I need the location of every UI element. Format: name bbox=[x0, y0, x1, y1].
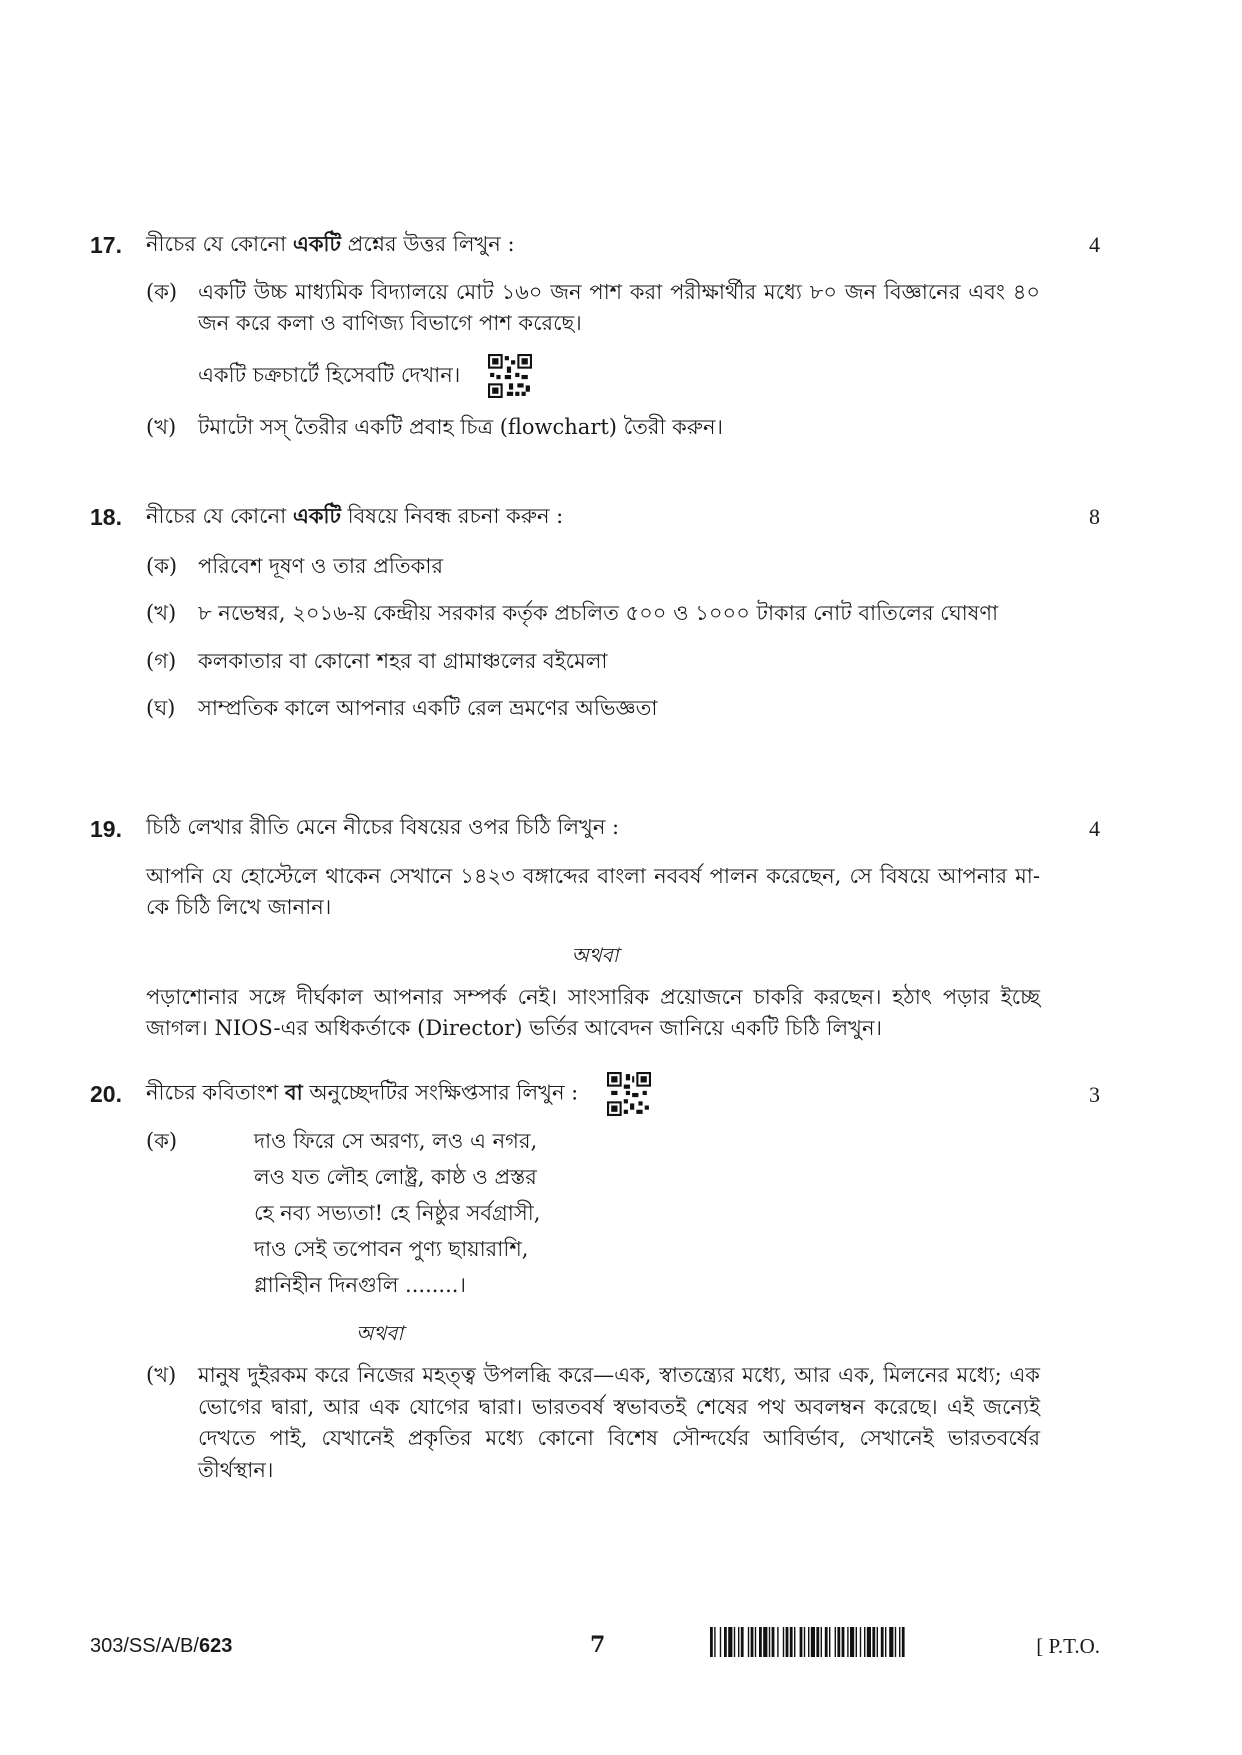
question-marks: 3 bbox=[1089, 1081, 1100, 1107]
question-heading: নীচের কবিতাংশ বা অনুচ্ছেদটির সংক্ষিপ্তসার লিখুন : bbox=[146, 1072, 1060, 1116]
page-number: 7 bbox=[590, 1632, 606, 1658]
poem-line: লও যত লৌহ লোষ্ট্র, কাষ্ঠ ও প্রস্তর bbox=[254, 1165, 537, 1189]
poem bbox=[254, 1126, 540, 1306]
option-ga: (গ) কলকাতার বা কোনো শহর বা গ্রামাঞ্চলের বইমেলা bbox=[146, 648, 608, 673]
question-19 bbox=[90, 812, 1100, 1045]
poem-line: দাও সেই তপোবন পুণ্য ছায়ারাশি, bbox=[254, 1237, 529, 1261]
option-kha: (খ) টমাটো সস্ তৈরীর একটি প্রবাহ চিত্র (flowchart) তৈরী করুন। bbox=[146, 414, 723, 439]
paper-code: 303/SS/A/B/623 bbox=[90, 1635, 233, 1657]
poem-line: দাও ফিরে সে অরণ্য, লও এ নগর, bbox=[254, 1129, 538, 1153]
qr-code-icon[interactable] bbox=[607, 1072, 651, 1116]
option-kha: (খ) ৮ নভেম্বর, ২০১৬-য় কেন্দ্রীয় সরকার কর্তৃক প্রচলিত ৫০০ ও ১০০০ টাকার নোট বাতিলের ঘোষণা bbox=[146, 601, 999, 625]
question-number: 20. bbox=[90, 1080, 122, 1107]
letter-topic-1: আপনি যে হোস্টেলে থাকেন সেখানে ১৪২৩ বঙ্গাব্দের বাংলা নববর্ষ পালন করেছেন, সে বিষয়ে আপনার মা-কে চিঠি লিখে জানান। bbox=[146, 863, 1040, 919]
or-separator: অথবা bbox=[571, 942, 619, 967]
qr-code-icon[interactable] bbox=[488, 354, 532, 398]
option-ka: (ক) একটি উচ্চ মাধ্যমিক বিদ্যালয়ে মোট ১৬০ জন পাশ করা পরীক্ষার্থীর মধ্যে ৮০ জন বিজ্ঞানের এবং ৪০ জন করে কলা ও বাণিজ্য বিভাগে পাশ করেছে। bbox=[146, 279, 1040, 335]
question-marks: 8 bbox=[1089, 504, 1100, 529]
question-heading: চিঠি লেখার রীতি মেনে নীচের বিষয়ের ওপর চিঠি লিখুন : bbox=[146, 815, 620, 839]
option-kha: (খ) মানুষ দুইরকম করে নিজের মহত্ত্ব উপলব্ধি করে—এক, স্বাতন্ত্র্যের মধ্যে, আর এক, মিলনের মধ্যে; এক ভোগের দ্বারা, আর এক যোগের দ্বারা। ভারতবর্ষ স্বভাবতই শেষের পথ অবলম্বন করেছে। এই জন্যেই দেখতে পাই, যেখানেই প্রকৃতির মধ্যে কোনো বিশেষ সৌন্দর্যের আবির্ভাব, সেখানেই ভারতবর্ষের তীর্থস্থান। bbox=[146, 1363, 1040, 1482]
question-number: 19. bbox=[90, 816, 122, 842]
option-ka: (ক) পরিবেশ দূষণ ও তার প্রতিকার bbox=[146, 553, 444, 578]
question-18 bbox=[90, 500, 1100, 725]
question-number: 18. bbox=[90, 504, 122, 530]
pto-label: [ P.T.O. bbox=[1036, 1634, 1100, 1658]
poem-line: গ্লানিহীন দিনগুলি ........। bbox=[254, 1273, 466, 1297]
question-number: 17. bbox=[90, 232, 122, 258]
option-gha: (ঘ) সাম্প্রতিক কালে আপনার একটি রেল ভ্রমণের অভিজ্ঞতা bbox=[146, 696, 658, 720]
page-footer bbox=[90, 1627, 1100, 1667]
question-heading: নীচের যে কোনো একটি বিষয়ে নিবন্ধ রচনা করুন : bbox=[146, 503, 564, 528]
poem-line: হে নব্য সভ্যতা! হে নিষ্ঠুর সর্বগ্রাসী, bbox=[254, 1201, 541, 1225]
question-heading: নীচের যে কোনো একটি প্রশ্নের উত্তর লিখুন : bbox=[146, 231, 515, 256]
option-ka: (ক) দাও ফিরে সে অরণ্য, লও এ নগর, লও যত লৌহ লোষ্ট্র, কাষ্ঠ ও প্রস্তর হে নব্য সভ্যতা! হে নিষ্ঠুর সর্বগ্রাসী, দাও সেই তপোবন পুণ্য ছায়ারাশি, গ্লানিহীন দিনগুলি ........। bbox=[90, 1126, 1100, 1306]
question-marks: 4 bbox=[1089, 816, 1100, 841]
or-separator: অথবা bbox=[356, 1321, 404, 1345]
question-17 bbox=[90, 228, 1100, 443]
option-ka-sub: একটি চক্রচার্টে হিসেবটি দেখান। bbox=[198, 354, 1100, 398]
letter-topic-2: পড়াশোনার সঙ্গে দীর্ঘকাল আপনার সম্পর্ক নেই। সাংসারিক প্রয়োজনে চাকরি করছেন। হঠাৎ পড়ার ইচ্ছে জাগল। NIOS-এর অধিকর্তাকে (Director) ভর্তির আবেদন জানিয়ে একটি চিঠি লিখুন। bbox=[146, 984, 1040, 1040]
question-marks: 4 bbox=[1089, 232, 1100, 257]
barcode-icon bbox=[710, 1627, 980, 1657]
question-20 bbox=[90, 1072, 1100, 1486]
